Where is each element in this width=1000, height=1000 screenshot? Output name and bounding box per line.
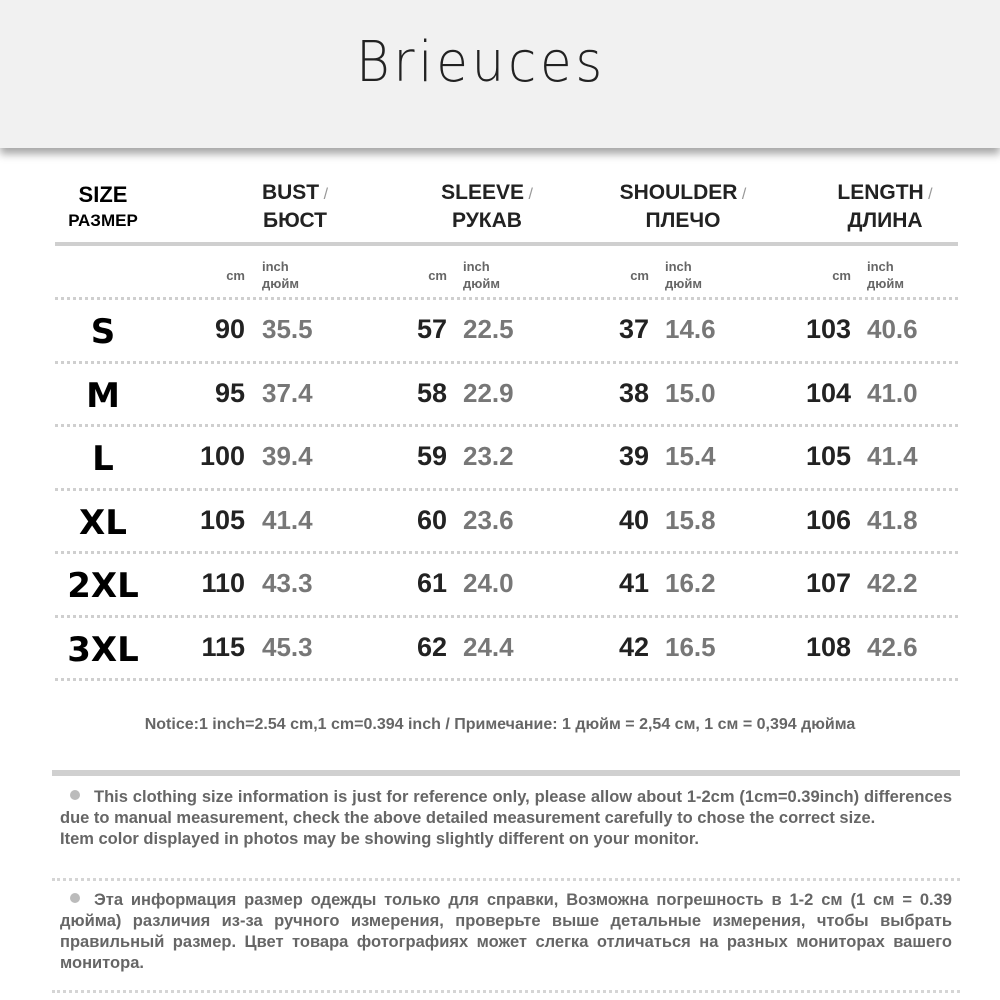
header-length-en: LENGTH [837, 181, 924, 204]
unit-inch-en: inch [867, 259, 894, 274]
header-size-en: SIZE [78, 182, 128, 207]
header-sleeve-ru: РУКАВ [452, 209, 522, 232]
units-row [55, 246, 958, 300]
dotted-divider [52, 878, 960, 881]
header-shoulder [580, 180, 786, 234]
section-divider [52, 770, 960, 776]
bust-cm: 115 [201, 631, 245, 662]
unit-inch-en: inch [463, 259, 490, 274]
disclaimer-en [60, 787, 952, 850]
sleeve-cm: 57 [416, 314, 447, 344]
bullet-icon [70, 790, 80, 800]
sleeve-cm: 58 [416, 377, 447, 408]
bust-inch: 35.5 [262, 314, 313, 344]
shoulder-inch: 15.0 [665, 377, 716, 408]
header-slash: / [323, 186, 329, 203]
unit-cm: cm [428, 268, 447, 283]
disclaimer-en-color-note: Item color displayed in photos may be showing slightly different on your monitor. [60, 830, 699, 848]
bust-cm: 95 [214, 377, 245, 408]
shoulder-cm: 38 [618, 377, 649, 408]
length-cm: 107 [805, 568, 851, 598]
size-label: M [86, 375, 120, 416]
unit-inch-ru: дюйм [867, 276, 904, 291]
unit-cm: cm [630, 268, 649, 283]
disclaimer-en-text: This clothing size information is just for reference only, please allow about 1-2cm (1cm=0.39inch) differences due to manual measurement, check the above detailed measurement carefully to chose the correct size. [60, 788, 952, 827]
shoulder-cm: 37 [618, 314, 649, 344]
table-row [55, 427, 958, 491]
header-length-ru: ДЛИНА [847, 209, 923, 232]
header-bust-en: BUST [261, 181, 320, 204]
size-table [55, 160, 958, 681]
length-cm: 103 [805, 314, 851, 344]
size-label: XL [79, 502, 127, 543]
length-cm: 106 [805, 504, 851, 535]
dotted-divider [52, 990, 960, 993]
sleeve-inch: 24.4 [463, 631, 514, 662]
length-cm: 105 [805, 441, 851, 471]
unit-inch-ru: дюйм [665, 276, 702, 291]
length-cm: 104 [805, 377, 851, 408]
shoulder-inch: 14.6 [665, 314, 716, 344]
length-inch: 42.6 [867, 631, 918, 662]
unit-inch [867, 258, 904, 292]
shoulder-cm: 41 [618, 568, 649, 598]
bullet-icon [70, 893, 80, 903]
header-bust [205, 180, 385, 234]
header-size [55, 182, 151, 234]
unit-inch [463, 258, 500, 292]
shoulder-cm: 39 [618, 441, 649, 471]
size-label: S [90, 312, 116, 352]
shoulder-cm: 42 [618, 631, 649, 662]
brand-logo: Brieuces [356, 30, 606, 95]
table-row [55, 300, 958, 364]
unit-cm: cm [226, 268, 245, 283]
size-label: L [92, 439, 114, 479]
sleeve-cm: 62 [416, 631, 447, 662]
sleeve-inch: 22.9 [463, 377, 514, 408]
header-slash: / [741, 186, 747, 203]
sleeve-cm: 61 [416, 568, 447, 598]
bust-inch: 39.4 [262, 441, 313, 471]
header-sleeve-en: SLEEVE [441, 181, 524, 204]
unit-inch-en: inch [665, 259, 692, 274]
bust-cm: 90 [214, 314, 245, 344]
header-slash: / [928, 186, 933, 203]
size-label: 2XL [67, 566, 139, 606]
sleeve-inch: 23.2 [463, 441, 514, 471]
shoulder-inch: 16.5 [665, 631, 716, 662]
header-shoulder-ru: ПЛЕЧО [645, 209, 721, 232]
length-inch: 42.2 [867, 568, 918, 598]
sleeve-cm: 59 [416, 441, 447, 471]
table-row [55, 618, 958, 682]
bust-cm: 110 [201, 568, 245, 598]
shoulder-inch: 15.4 [665, 441, 716, 471]
header-band [0, 0, 1000, 148]
sleeve-cm: 60 [416, 504, 447, 535]
sleeve-inch: 23.6 [463, 504, 514, 535]
disclaimer-ru-text: Эта информация размер одежды только для справки, Возможна погрешность в 1-2 см (1 см = 0.39 дюйма) различия из-за ручного измерения, проверьте выше детальные измерения, чтобы выбрать правильный размер. Цвет товара фотографиях может слегка отличаться на разных мониторах вашего монитора. [60, 891, 952, 972]
table-row [55, 554, 958, 618]
bust-inch: 43.3 [262, 568, 313, 598]
length-inch: 41.4 [867, 441, 918, 471]
header-length [795, 180, 975, 234]
length-inch: 41.0 [867, 377, 918, 408]
header-slash: / [528, 186, 533, 203]
length-cm: 108 [805, 631, 851, 662]
unit-inch-ru: дюйм [262, 276, 299, 291]
disclaimer-ru [60, 890, 952, 974]
bust-inch: 37.4 [262, 377, 313, 408]
bust-inch: 41.4 [262, 504, 313, 535]
table-row [55, 364, 958, 428]
header-bust-ru: БЮСТ [263, 209, 327, 232]
header-shoulder-en: SHOULDER [619, 181, 738, 204]
table-row [55, 491, 958, 555]
size-label: 3XL [67, 629, 139, 670]
shoulder-inch: 16.2 [665, 568, 716, 598]
conversion-notice: Notice:1 inch=2.54 cm,1 cm=0.394 inch / Примечание: 1 дюйм = 2,54 см, 1 см = 0,394 дюйма [144, 716, 856, 733]
unit-inch-ru: дюйм [463, 276, 500, 291]
unit-inch-en: inch [262, 259, 289, 274]
length-inch: 41.8 [867, 504, 918, 535]
table-header-row [55, 160, 958, 246]
sleeve-inch: 24.0 [463, 568, 514, 598]
sleeve-inch: 22.5 [463, 314, 514, 344]
bust-inch: 45.3 [262, 631, 313, 662]
length-inch: 40.6 [867, 314, 918, 344]
shoulder-inch: 15.8 [665, 504, 716, 535]
header-size-ru: РАЗМЕР [68, 211, 138, 230]
shoulder-cm: 40 [618, 504, 649, 535]
unit-inch [665, 258, 702, 292]
header-sleeve [399, 180, 575, 234]
unit-inch [262, 258, 299, 292]
unit-cm: cm [832, 268, 851, 283]
bust-cm: 100 [199, 441, 245, 471]
bust-cm: 105 [199, 504, 245, 535]
